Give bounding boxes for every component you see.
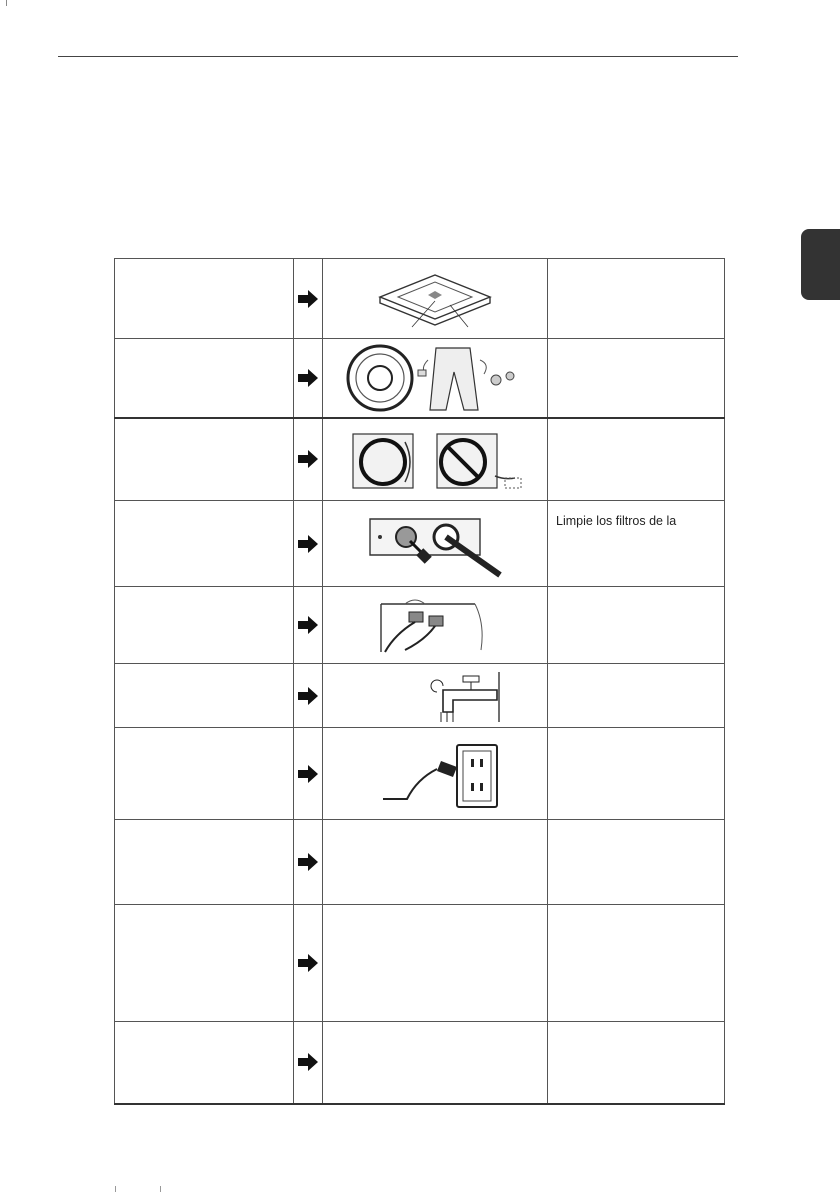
solution-cell: [548, 664, 725, 728]
right-arrow-icon: [298, 290, 318, 308]
arrow-cell: [294, 728, 323, 820]
table-row: [115, 501, 725, 587]
illustration-cell: [323, 418, 548, 501]
illustration-cell: [323, 501, 548, 587]
crop-mark: [0, 0, 7, 6]
right-arrow-icon: [298, 535, 318, 553]
solution-cell: [548, 339, 725, 418]
arrow-cell: [294, 664, 323, 728]
right-arrow-icon: [298, 853, 318, 871]
solution-cell: [548, 259, 725, 339]
table-row: [115, 587, 725, 664]
arrow-cell: [294, 905, 323, 1022]
table-row: [115, 259, 725, 339]
table-row: [115, 820, 725, 905]
right-arrow-icon: [298, 450, 318, 468]
cause-cell: [115, 587, 294, 664]
table-row: [115, 418, 725, 501]
troubleshooting-table: [114, 258, 725, 1105]
cause-cell: [115, 1022, 294, 1104]
power-outlet-illustration: [383, 739, 513, 809]
table-row: [115, 728, 725, 820]
table-row: [115, 664, 725, 728]
right-arrow-icon: [298, 765, 318, 783]
arrow-cell: [294, 339, 323, 418]
header-rule: [58, 56, 738, 57]
illustration-cell: [323, 259, 548, 339]
right-arrow-icon: [298, 616, 318, 634]
table-row: [115, 1022, 725, 1104]
cause-cell: [115, 418, 294, 501]
table-row: [115, 905, 725, 1022]
solution-cell: [548, 1022, 725, 1104]
illustration-cell: [323, 339, 548, 418]
illustration-cell: [323, 820, 548, 905]
solution-cell: [548, 905, 725, 1022]
illustration-cell: [323, 728, 548, 820]
solution-cell: [548, 418, 725, 501]
arrow-cell: [294, 501, 323, 587]
solution-cell: [548, 587, 725, 664]
cause-cell: [115, 339, 294, 418]
cause-cell: [115, 728, 294, 820]
arrow-cell: [294, 587, 323, 664]
table-row: [115, 339, 725, 418]
right-arrow-icon: [298, 1053, 318, 1071]
right-arrow-icon: [298, 369, 318, 387]
right-arrow-icon: [298, 687, 318, 705]
solution-cell: [548, 820, 725, 905]
hose-connection-illustration: [375, 592, 495, 658]
inlet-filter-illustration: [360, 509, 510, 579]
drain-hose-illustration: [345, 426, 525, 492]
right-arrow-icon: [298, 954, 318, 972]
language-tab: [801, 229, 840, 300]
cause-cell: [115, 905, 294, 1022]
illustration-cell: [323, 905, 548, 1022]
cause-cell: [115, 820, 294, 905]
cause-cell: [115, 259, 294, 339]
water-faucet-illustration: [413, 668, 533, 724]
illustration-cell: [323, 1022, 548, 1104]
cause-cell: [115, 501, 294, 587]
arrow-cell: [294, 1022, 323, 1104]
solution-cell: [548, 501, 725, 587]
solution-cell: [548, 728, 725, 820]
washer-base-illustration: [370, 267, 500, 331]
cause-cell: [115, 664, 294, 728]
bottom-crop-marks: [0, 1186, 840, 1192]
illustration-cell: [323, 664, 548, 728]
arrow-cell: [294, 418, 323, 501]
arrow-cell: [294, 820, 323, 905]
illustration-cell: [323, 587, 548, 664]
drum-and-pockets-illustration: [340, 342, 530, 414]
arrow-cell: [294, 259, 323, 339]
solution-text: Limpie los filtros de la: [556, 513, 677, 528]
